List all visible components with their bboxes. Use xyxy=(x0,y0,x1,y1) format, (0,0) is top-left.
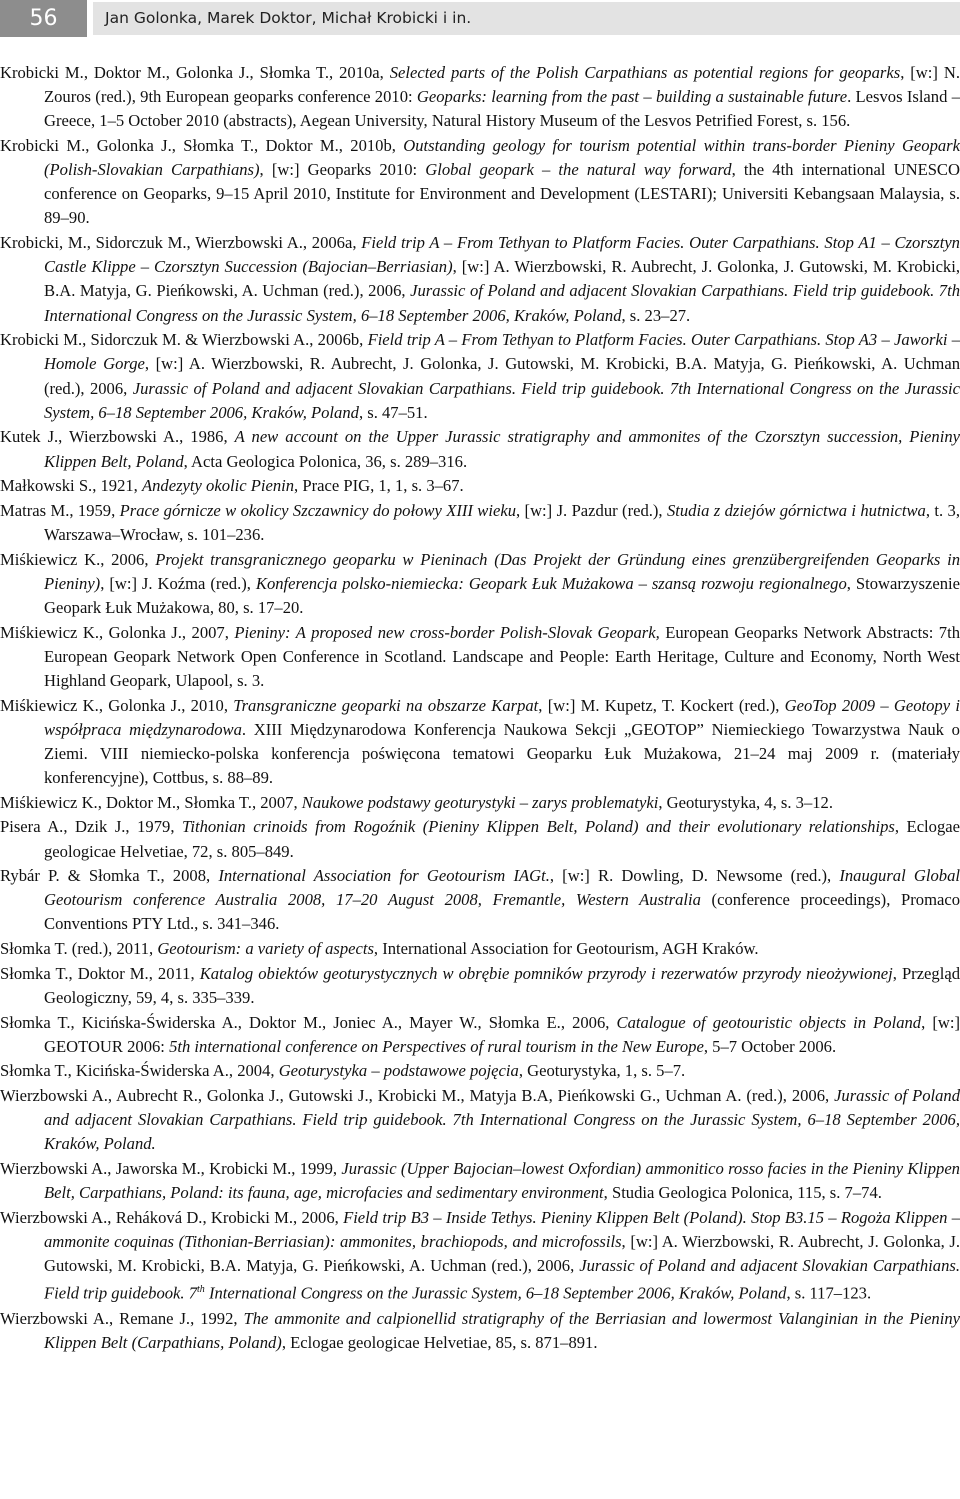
reference-text-segment: Wierzbowski A., Aubrecht R., Golonka J., Gutowski J., Krobicki M., Matyja B.A, Pieńkowski G., Uchman A. (red.), 2006, xyxy=(0,1086,835,1106)
reference-text-segment: , Eclogae geologicae Helvetiae, 85, s. 871–891. xyxy=(281,1332,598,1352)
reference-title-segment: Jurassic of Poland and adjacent Slovakian Carpathians. Field trip guidebook. 7th International Congress on the Jurassic System, 6–18 September 2006, Kraków, Poland xyxy=(44,378,960,422)
reference-text-segment: , [w:] GEOTOUR 2006: xyxy=(44,1012,960,1056)
reference-title-segment: Naukowe podstawy geoturystyki – zarys problematyki xyxy=(301,792,659,812)
reference-text-segment: , [w:] A. Wierzbowski, R. Aubrecht, J. Golonka, J. Gutowski, M. Krobicki, B.A. Matyja, G. Pieńkowski, A. Uchman (red.), 2006, xyxy=(44,354,960,398)
reference-title-segment: Prace górnicze w okolicy Szczawnicy do połowy XIII wieku xyxy=(119,500,517,520)
reference-title-segment: A new account on the Upper Jurassic stratigraphy and ammonites of the Czorsztyn succession, Pieniny Klippen Belt, Poland xyxy=(44,427,960,471)
reference-text-segment: Kutek J., Wierzbowski A., 1986, xyxy=(0,427,235,447)
reference-entry xyxy=(0,1084,960,1156)
reference-text-segment: , s. 23–27. xyxy=(621,305,691,325)
reference-text-segment: Krobicki, M., Sidorczuk M., Wierzbowski A., 2006a, xyxy=(0,233,362,253)
reference-text-segment: , Eclogae geologicae Helvetiae, 72, s. 805–849. xyxy=(44,817,960,861)
reference-title-segment: International Association for Geotourism IAGt. xyxy=(218,866,550,886)
reference-text-segment: , Prace PIG, 1, 1, s. 3–67. xyxy=(294,476,464,496)
reference-entry xyxy=(0,1157,960,1205)
reference-text-segment: , Geoturystyka, 4, s. 3–12. xyxy=(658,792,833,812)
reference-entry xyxy=(0,548,960,620)
reference-title-segment: Field trip A – From Tethyan to Platform Facies. Outer Carpathians. Stop A1 – Czorsztyn Castle Klippe – Czorsztyn Succession (Bajocian–Berriasian) xyxy=(44,233,960,277)
reference-text-segment: , [w:] A. Wierzbowski, R. Aubrecht, J. Golonka, J. Gutowski, M. Krobicki, B.A. Matyja, G. Pieńkowski, A. Uchman (red.), 2006, xyxy=(44,257,960,301)
reference-text-segment: Słomka T., Doktor M., 2011, xyxy=(0,963,200,983)
reference-entry xyxy=(0,1011,960,1059)
reference-text-segment: (conference proceedings), Promaco Conventions PTY Ltd., s. 341–346. xyxy=(44,890,960,934)
reference-entry xyxy=(0,621,960,693)
reference-text-segment: , [w:] M. Kupetz, T. Kockert (red.), xyxy=(538,695,785,715)
reference-text-segment: , [w:] N. Zouros (red.), 9th European geoparks conference 2010: xyxy=(44,63,960,107)
reference-entry xyxy=(0,1206,960,1306)
reference-text-segment: Rybár P. & Słomka T., 2008, xyxy=(0,866,219,886)
reference-text-segment: Wierzbowski A., Remane J., 1992, xyxy=(0,1308,244,1328)
reference-text-segment: , [w:] J. Pazdur (red.), xyxy=(516,500,667,520)
reference-entry xyxy=(0,962,960,1010)
reference-title-segment: Jurassic of Poland and adjacent Slovakian Carpathians. Field trip guidebook. 7th International Congress on the Jurassic System, 6–18 September 2006, Kraków, Poland. xyxy=(44,1086,960,1154)
reference-entry xyxy=(0,231,960,328)
reference-title-segment: Studia z dziejów górnictwa i hutnictwa xyxy=(666,500,926,520)
reference-text-segment: , s. 47–51. xyxy=(358,402,428,422)
reference-entry xyxy=(0,425,960,473)
reference-text-segment: Miśkiewicz K., Golonka J., 2010, xyxy=(0,695,234,715)
reference-title-segment: The ammonite and calpionellid stratigraphy of the Berriasian and lowermost Valanginian in the Pieniny Klippen Belt (Carpathians, Poland) xyxy=(44,1308,960,1352)
reference-title-segment: Tithonian crinoids from Rogoźnik (Pieniny Klippen Belt, Poland) and their evolutionary relationships xyxy=(182,817,895,837)
reference-text-segment: . Lesvos Island – Greece, 1–5 October 2010 (abstracts), Aegean University, Natural History Museum of the Lesvos Petrified Forest, s. 156. xyxy=(44,87,960,131)
reference-text-segment: Krobicki M., Sidorczuk M. & Wierzbowski A., 2006b, xyxy=(0,330,368,350)
reference-text-segment: , s. 117–123. xyxy=(786,1283,872,1303)
reference-text-segment: , 5–7 October 2006. xyxy=(703,1036,837,1056)
reference-entry xyxy=(0,937,960,961)
reference-title-segment: Jurassic of Poland and adjacent Slovakian Carpathians. Field trip guidebook. 7th International Congress on the Jurassic System, 6–18 September 2006, Kraków, Poland xyxy=(44,281,960,325)
reference-text-segment: Miśkiewicz K., 2006, xyxy=(0,549,156,569)
reference-title-segment: Projekt transgranicznego geoparku w Pieninach (Das Projekt der Gründung eines grenzübergreifenden Geoparks in Pieniny) xyxy=(44,549,960,593)
reference-title-segment: Field trip B3 – Inside Tethys. Pieniny Klippen Belt (Poland). Stop B3.15 – Rogoża Klippen – ammonite coquinas (Tithonian-Berriasian): ammonites, brachiopods, and microfossils xyxy=(44,1207,960,1251)
reference-title-segment: Catalogue of geotouristic objects in Poland xyxy=(616,1012,922,1032)
reference-text-segment: , [w:] A. Wierzbowski, R. Aubrecht, J. Golonka, J. Gutowski, M. Krobicki, B.A. Matyja, G. Pieńkowski, A. Uchman (red.), 2006, xyxy=(44,1232,960,1276)
reference-title-segment: Pieniny: A proposed new cross-border Polish-Slovak Geopark, xyxy=(234,622,660,642)
reference-title-segment: Geoturystyka – podstawowe pojęcia xyxy=(278,1061,519,1081)
reference-entry xyxy=(0,499,960,547)
reference-entry xyxy=(0,328,960,425)
reference-title-segment: GeoTop 2009 – Geotopy i współpraca międzynarodowa xyxy=(44,695,960,739)
reference-entry xyxy=(0,474,960,498)
reference-list xyxy=(0,61,960,1355)
reference-text-segment: Krobicki M., Golonka J., Słomka T., Doktor M., 2010b, xyxy=(0,135,404,155)
reference-text-segment: , Acta Geologica Polonica, 36, s. 289–316. xyxy=(183,451,468,471)
reference-text-segment: Słomka T. (red.), 2011, xyxy=(0,939,158,959)
reference-text-segment: Miśkiewicz K., Golonka J., 2007, xyxy=(0,622,235,642)
reference-title-segment: Katalog obiektów geoturystycznych w obrębie pomników przyrody i rezerwatów przyrody nieożywionej xyxy=(199,963,893,983)
reference-title-segment: Field trip A – From Tethyan to Platform Facies. Outer Carpathians. Stop A3 – Jaworki – Homole Gorge xyxy=(44,330,960,374)
page-number: 56 xyxy=(0,0,87,37)
reference-title-segment: Geoparks: learning from the past – building a sustainable future xyxy=(416,87,848,107)
reference-text-segment: . XIII Międzynarodowa Konferencja Naukowa Sekcji „GEOTOP” Niemieckiego Towarzystwa Nauk o Ziemi. VIII niemiecko-polska konferencja poświęcona tematowi Geoparku Łuk Mużakowa, 21–24 maj 2009 r. (materiały konferencyjne), Cottbus, s. 88–89. xyxy=(44,719,960,788)
reference-title-segment: Konferencja polsko-niemiecka: Geopark Łuk Mużakowa – szansą rozwoju regionalnego xyxy=(255,573,847,593)
reference-text-segment: Wierzbowski A., Jaworska M., Krobicki M., 1999, xyxy=(0,1159,342,1179)
reference-text-segment: , Przegląd Geologiczny, 59, 4, s. 335–339. xyxy=(44,963,960,1007)
reference-text-segment: Słomka T., Kicińska-Świderska A., 2004, xyxy=(0,1061,279,1081)
reference-title-segment: International Congress on the Jurassic System, 6–18 September 2006, Kraków, Poland xyxy=(204,1283,787,1303)
reference-title-segment: Selected parts of the Polish Carpathians as potential regions for geoparks xyxy=(389,63,901,82)
reference-text-segment: Wierzbowski A., Reháková D., Krobicki M., 2006, xyxy=(0,1207,344,1227)
reference-entry xyxy=(0,1307,960,1355)
reference-text-segment: European Geoparks Network Abstracts: 7th European Geopark Network Open Conference in Scotland. Landscape and People: Earth Heritage, Culture and Economy, North West Highland Geopark, Ulapool, s. 3. xyxy=(44,622,960,690)
reference-text-segment: Krobicki M., Doktor M., Golonka J., Słomka T., 2010a, xyxy=(0,63,390,82)
reference-text-segment: Matras M., 1959, xyxy=(0,500,120,520)
running-title: Jan Golonka, Marek Doktor, Michał Krobicki i in. xyxy=(93,2,960,35)
page-header xyxy=(0,0,960,37)
reference-entry xyxy=(0,791,960,815)
reference-entry xyxy=(0,815,960,863)
reference-title-segment: Outstanding geology for tourism potential within trans-border Pieniny Geopark (Polish-Slovakian Carpathians) xyxy=(44,135,960,180)
reference-entry xyxy=(0,61,960,133)
reference-title-segment: Inaugural Global Geotourism conference Australia 2008, 17–20 August 2008, Fremantle, Western Australia xyxy=(44,866,960,910)
reference-title-segment: th xyxy=(197,1284,205,1296)
reference-text-segment: , [w:] R. Dowling, D. Newsome (red.), xyxy=(549,866,840,886)
reference-entry xyxy=(0,1059,960,1083)
reference-title-segment: Geotourism: a variety of aspects xyxy=(157,939,374,959)
reference-entry xyxy=(0,134,960,231)
reference-title-segment: Transgraniczne geoparki na obszarze Karpat xyxy=(233,695,539,715)
reference-title-segment: Andezyty okolic Pienin xyxy=(141,476,295,496)
reference-text-segment: , Stowarzyszenie Geopark Łuk Mużakowa, 80, s. 17–20. xyxy=(44,573,960,617)
reference-text-segment: , Geoturystyka, 1, s. 5–7. xyxy=(518,1061,686,1081)
reference-title-segment: Jurassic of Poland and adjacent Slovakian Carpathians. Field trip guidebook. 7 xyxy=(44,1256,960,1303)
reference-text-segment: , [w:] J. Koźma (red.), xyxy=(100,573,256,593)
reference-text-segment: Słomka T., Kicińska-Świderska A., Doktor M., Joniec A., Mayer W., Słomka E., 2006, xyxy=(0,1012,617,1032)
reference-text-segment: Małkowski S., 1921, xyxy=(0,476,142,496)
reference-text-segment: , t. 3, Warszawa–Wrocław, s. 101–236. xyxy=(44,500,960,544)
reference-title-segment: Jurassic (Upper Bajocian–lowest Oxfordian) ammonitico rosso facies in the Pieniny Klippen Belt, Carpathians, Poland: its fauna, age, microfacies and sedimentary environment xyxy=(44,1159,960,1203)
reference-entry xyxy=(0,864,960,936)
reference-title-segment: 5th international conference on Perspectives of rural tourism in the New Europe xyxy=(169,1036,704,1056)
reference-text-segment: , the 4th international UNESCO conference on Geoparks, 9–15 April 2010, Institute for Environment and Development (LESTARI); Universiti Kebangsaan Malaysia, s. 89–90. xyxy=(44,160,960,228)
reference-title-segment: Global geopark – the natural way forward xyxy=(425,160,732,180)
reference-text-segment: Miśkiewicz K., Doktor M., Słomka T., 2007, xyxy=(0,792,302,812)
reference-text-segment: , International Association for Geotourism, AGH Kraków. xyxy=(373,939,759,959)
reference-text-segment: Pisera A., Dzik J., 1979, xyxy=(0,817,183,837)
reference-text-segment: , Studia Geologica Polonica, 115, s. 7–74. xyxy=(603,1183,882,1203)
reference-text-segment: , [w:] Geoparks 2010: xyxy=(259,160,426,180)
reference-entry xyxy=(0,694,960,791)
